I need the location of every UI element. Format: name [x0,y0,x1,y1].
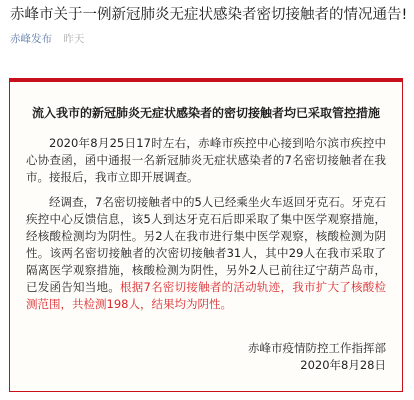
source-link[interactable]: 赤峰发布 [10,33,52,45]
article-meta [10,32,84,46]
publish-time: 昨天 [63,33,85,45]
paragraph-1-text: 2020年8月25日17时左右，赤峰市疾控中心接到哈尔滨市疾控中心协查函，函中通报一名新冠肺炎无症状感染者的7名密切接触者在我市。接报后，我市立即开展调查。 [26,136,386,184]
paragraph-2-text: 经调查，7名密切接触者中的5人已经乘坐火车返回牙克石。牙克石疾控中心反馈信息，该5人到达牙克石后即采取了集中医学观察措施，经核酸检测均为阴性。另2人在我市进行集中医学观察，核酸检测为阴性。该两名密切接触者的次密切接触者31人，其中29人在我市采取了隔离医学观察措施，核酸检测为阴性，另外2人已前往辽宁葫芦岛市，已发函告知当地。 [26,195,386,294]
notice-paragraph [26,135,386,186]
notice-date: 2020年8月28日 [300,358,386,372]
notice-card [9,82,403,392]
notice-paragraph [26,194,386,313]
signature: 赤峰市疫情防控工作指挥部 [248,341,386,355]
notice-heading: 流入我市的新冠肺炎无症状感染者的密切接触者均已采取管控措施 [31,106,380,120]
article-title: 赤峰市关于一例新冠肺炎无症状感染者密切接触者的情况通告! [10,7,408,23]
highlighted-text: 根据7名密切接触者的活动轨迹，我市扩大了核酸检测范围，共检测198人，结果均为阴性。 [26,280,386,311]
